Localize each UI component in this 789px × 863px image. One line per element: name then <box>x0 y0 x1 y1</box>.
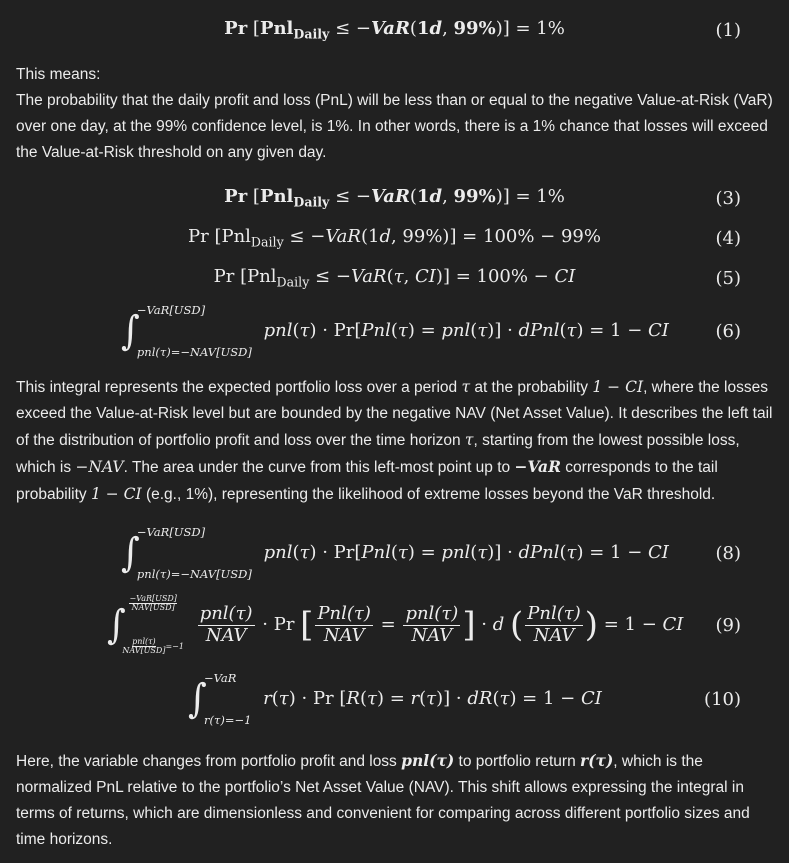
equation-5 <box>16 258 773 298</box>
equation-10-expression: ∫ −VaR r(τ)=−1 r(τ) · Pr [R(τ) = r(τ)] · dR(τ) = 1 − CI <box>188 671 602 727</box>
equation-6-expression: ∫ −VaR[USD] pnl(τ)=−NAV[USD] pnl(τ) · Pr[Pnl(τ) = pnl(τ)] · dPnl(τ) = 1 − CI <box>121 303 669 359</box>
equation-9 <box>16 586 773 664</box>
equation-5-number: (5) <box>715 267 741 289</box>
equation-9-number: (9) <box>715 614 741 636</box>
equation-10 <box>16 664 773 734</box>
equation-6-number: (6) <box>715 320 741 342</box>
equation-8 <box>16 520 773 586</box>
equation-4-expression: Pr [Pnl$_{Daily}$ ≤ −VaR(1d, 99%)] = 100% − 99% <box>188 226 601 250</box>
equation-8-number: (8) <box>715 542 741 564</box>
equation-4-number: (4) <box>715 227 741 249</box>
equation-5-expression: Pr [Pnl$_{Daily}$ ≤ −VaR(τ, CI)] = 100% − CI <box>213 266 576 290</box>
equation-1-expression: Pr [Pnl$_{Daily}$ ≤ −VaR(1d, 99%)] = 1% <box>224 18 565 42</box>
equation-1-number: (1) <box>715 19 741 41</box>
equation-9-expression: ∫ −VaR[USD] NAV[USD] pnl(τ) NAV[USD] =−1 $\frac{\text{pnl(τ)}}{\text{NAV}}$ · Pr [ $\frac{\text{Pnl(τ)}}{\text{NAV}}$ = $\frac{\text{pnl(τ)}}{\text{NAV}}$ ] · d ( $\frac{\text{Pnl(τ)}}{\text{NAV}}$ ) = 1 − CI <box>106 594 684 655</box>
equation-3 <box>16 178 773 218</box>
equation-6 <box>16 298 773 364</box>
paragraph-return-explanation: Here, the variable changes from portfolio profit and loss pnl(τ) to portfolio return r(τ), which is the normalized PnL relative to the portfolio’s Net Asset Value (NAV). This shift allows expressing the integral in terms of returns, which are dimensionless and convenient for comparing across different portfolio sizes and time horizons. <box>16 751 750 848</box>
paragraph-intro: This means: <box>16 66 101 83</box>
paragraph-integral-explanation: This integral represents the expected portfolio loss over a period τ at the probability 1 − CI, where the losses exceed the Value-at-Risk level but are bounded by the negative NAV (Net Asset Value). It describes the left tail of the distribution of portfolio profit and loss over the time horizon τ, starting from the lowest possible loss, which is −NAV. The area under the curve from this left-most point up to −VaR corresponds to the tail probability 1 − CI (e.g., 1%), representing the likelihood of extreme losses beyond the VaR threshold. <box>16 378 773 503</box>
equation-4 <box>16 218 773 258</box>
equation-10-number: (10) <box>704 688 741 710</box>
equation-8-expression: ∫ −VaR[USD] pnl(τ)=−NAV[USD] pnl(τ) · Pr[Pnl(τ) = pnl(τ)] · dPnl(τ) = 1 − CI <box>121 525 669 581</box>
equation-3-number: (3) <box>715 187 741 209</box>
paragraph-probability: The probability that the daily profit and loss (PnL) will be less than or equal to the negative Value-at-Risk (VaR) over one day, at the 99% confidence level, is 1%. In other words, there is a 1% chance that losses will exceed the Value-at-Risk threshold on any given day. <box>16 92 773 161</box>
equation-1 <box>16 0 773 60</box>
equation-3-expression: Pr [Pnl$_{Daily}$ ≤ −VaR(1d, 99%)] = 1% <box>224 186 565 210</box>
